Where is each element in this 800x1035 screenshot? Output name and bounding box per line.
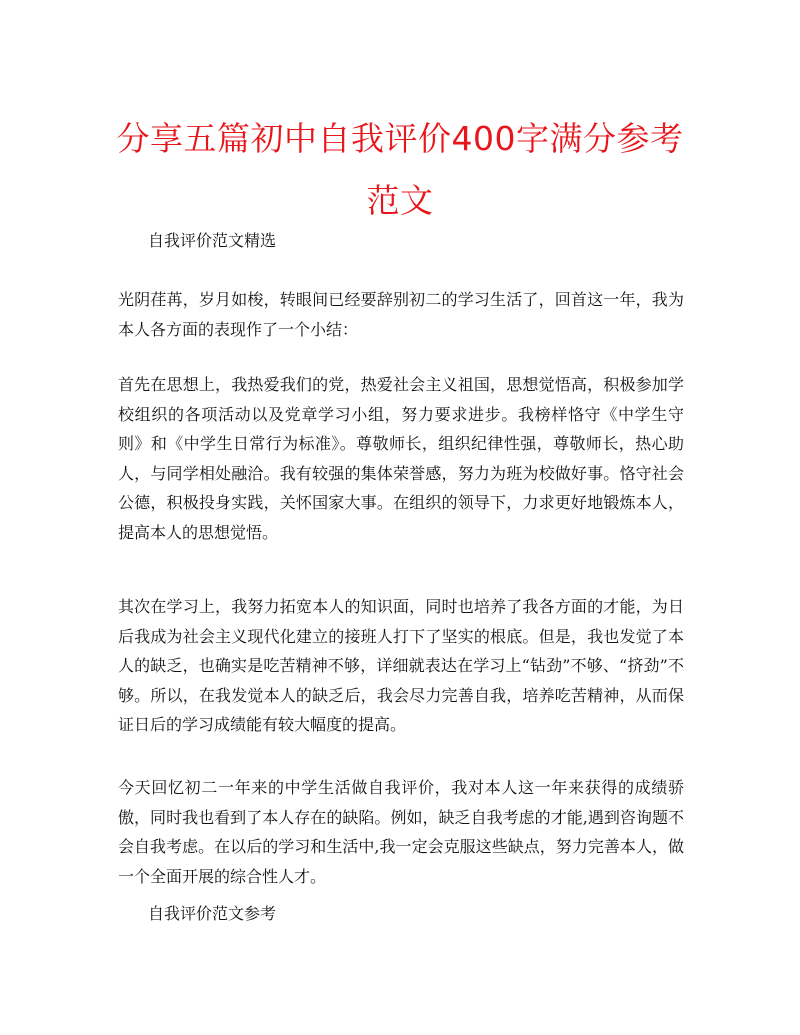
- paragraph-thought: 首先在思想上，我热爱我们的党，热爱社会主义祖国，思想觉悟高，积极参加学校组织的各项活动以及党章学习小组，努力要求进步。我榜样恪守《中学生守则》和《中学生日常行为标准》。尊敬师长，组织纪律性强，尊敬师长，热心助人，与同学相处融洽。我有较强的集体荣誉感，努力为班为校做好事。恪守社会公德，积极投身实践，关怀国家大事。在组织的领导下，力求更好地锻炼本人，提高本人的思想觉悟。: [118, 375, 684, 542]
- subheading-reference-samples: 自我评价范文参考: [148, 904, 277, 923]
- paragraph-intro: 光阴荏苒，岁月如梭，转眼间已经要辞别初二的学习生活了，回首这一年，我为本人各方面的表现作了一个小结：: [118, 290, 684, 339]
- subheading-selected-samples: 自我评价范文精选: [148, 231, 277, 250]
- document-title: 分享五篇初中自我评价400字满分参考范文: [116, 119, 684, 220]
- paragraph-reflection: 今天回忆初二一年来的中学生活做自我评价，我对本人这一年来获得的成绩骄傲，同时我也看到了本人存在的缺陷。例如，缺乏自我考虑的才能,遇到咨询题不会自我考虑。在以后的学习和生活中,我一定会克服这些缺点，努力完善本人，做一个全面开展的综合性人才。: [118, 778, 684, 886]
- paragraph-study: 其次在学习上，我努力拓宽本人的知识面，同时也培养了我各方面的才能，为日后我成为社会主义现代化建立的接班人打下了坚实的根底。但是，我也发觉了本人的缺乏，也确实是吃苦精神不够，详细就表达在学习上“钻劲”不够、“挤劲”不够。所以，在我发觉本人的缺乏后，我会尽力完善自我，培养吃苦精神，从而保证日后的学习成绩能有较大幅度的提高。: [118, 597, 684, 734]
